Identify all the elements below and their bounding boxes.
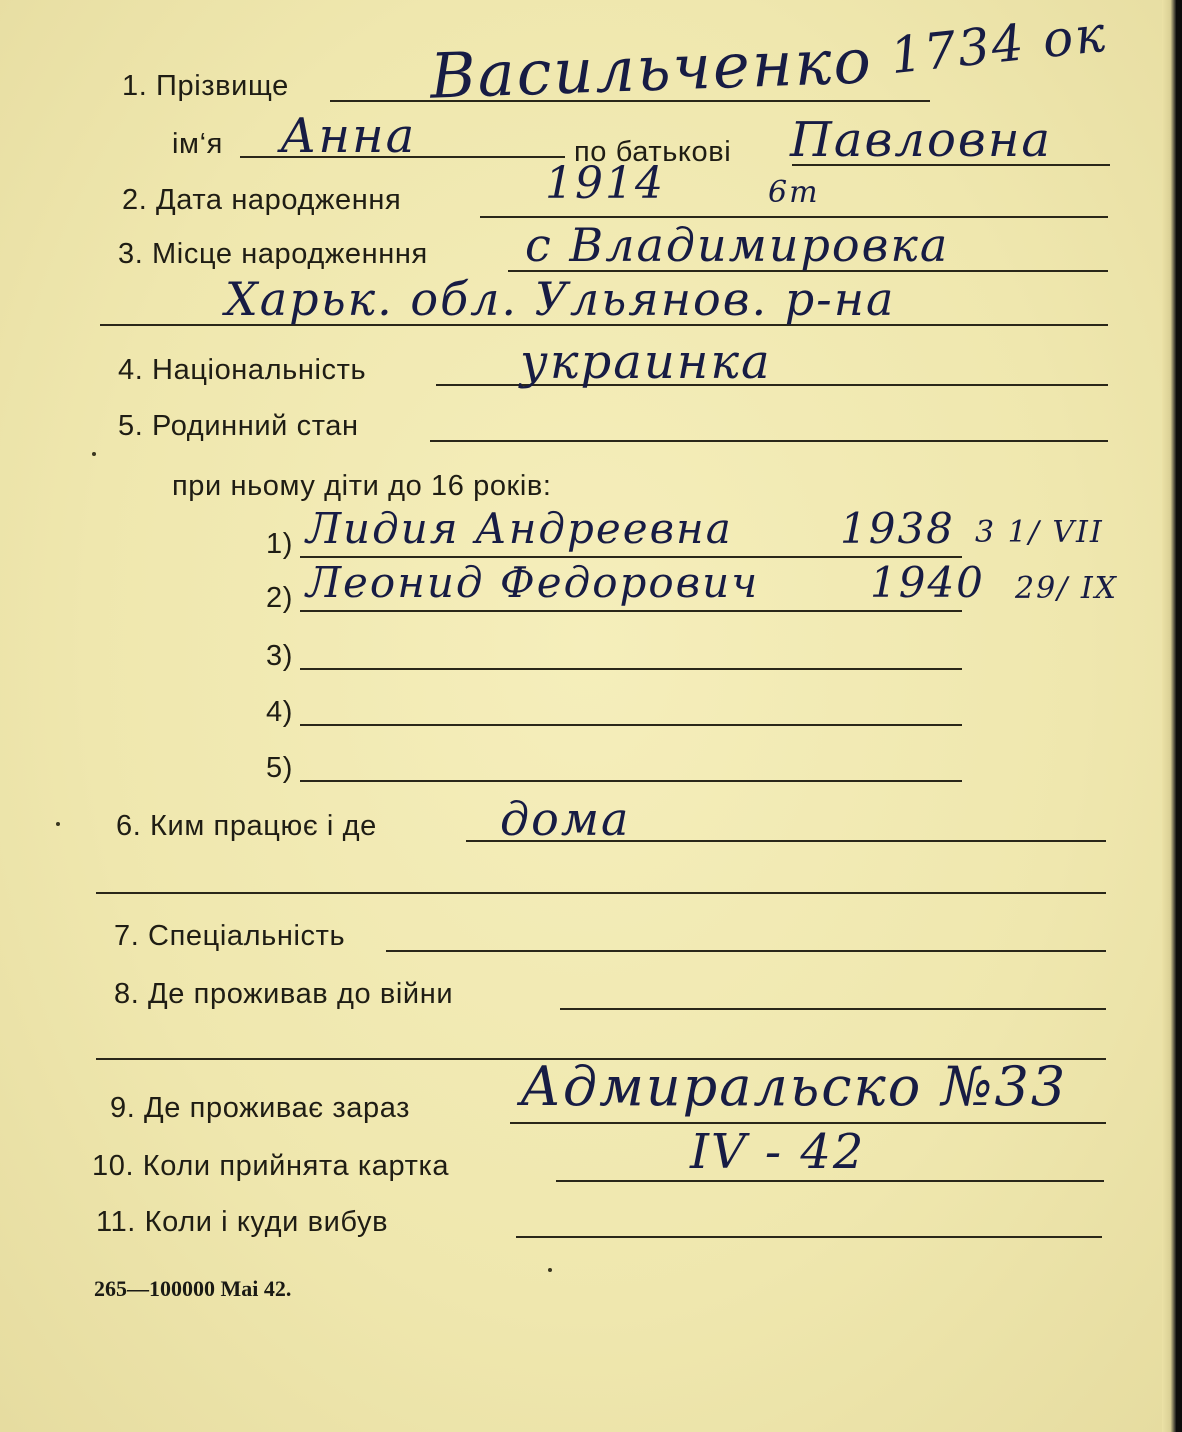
- card-edge: [1162, 0, 1176, 1432]
- child-5-number: 5): [266, 752, 293, 784]
- surname-label: 1. Прізвище: [122, 70, 289, 102]
- child-1-year: 1938: [840, 504, 955, 553]
- birthplace-value-2: Харьк. обл. Ульянов. р-на: [225, 272, 896, 326]
- birthplace-label: 3. Місце народженння: [118, 238, 428, 270]
- child-3-number: 3): [266, 640, 293, 672]
- card-accepted-value: IV - 42: [690, 1124, 866, 1180]
- departure-label: 11. Коли і куди вибув: [96, 1206, 389, 1238]
- birth-year-suffix: 6т: [768, 175, 820, 210]
- specialty-line: [386, 950, 1106, 952]
- child-2-number: 2): [266, 582, 293, 614]
- child-4-number: 4): [266, 696, 293, 728]
- patronymic-value: Павловна: [790, 112, 1053, 168]
- child-2-note: 29/ IX: [1015, 571, 1119, 606]
- nationality-value: украинка: [520, 334, 772, 390]
- occupation-value: дома: [500, 792, 631, 846]
- paper-speck: [548, 1268, 552, 1272]
- departure-line: [516, 1236, 1102, 1238]
- card-accepted-line: [556, 1180, 1104, 1182]
- children-label: при ньому діти до 16 років:: [172, 470, 552, 502]
- specialty-label: 7. Спеціальність: [114, 920, 346, 952]
- surname-value: Васильченко: [428, 24, 874, 113]
- child-2-name: Леонид Федорович: [306, 558, 760, 607]
- child-1-note: 3 1/ VII: [975, 515, 1104, 550]
- patronymic-label: по батькові: [574, 136, 732, 168]
- marital-status-label: 5. Родинний стан: [118, 410, 359, 442]
- birth-date-label: 2. Дата народження: [122, 184, 402, 216]
- card-accepted-label: 10. Коли прийнята картка: [92, 1150, 450, 1182]
- occupation-line-2: [96, 892, 1106, 894]
- paper-speck: [92, 452, 96, 456]
- marital-status-line: [430, 440, 1108, 442]
- child-2-line: [300, 610, 962, 612]
- first-name-label: ім‘я: [172, 128, 223, 160]
- prewar-residence-label: 8. Де проживав до війни: [114, 978, 454, 1010]
- birthplace-value-1: с Владимировка: [525, 218, 950, 272]
- prewar-residence-line-1: [560, 1008, 1106, 1010]
- occupation-label: 6. Ким працює і де: [116, 810, 377, 842]
- child-1-name: Лидия Андреевна: [306, 504, 733, 553]
- child-1-number: 1): [266, 528, 293, 560]
- current-residence-value: Адмиральско №33: [520, 1055, 1068, 1118]
- child-3-line: [300, 668, 962, 670]
- nationality-label: 4. Національність: [118, 354, 367, 386]
- child-5-line: [300, 780, 962, 782]
- child-4-line: [300, 724, 962, 726]
- paper-speck: [56, 822, 60, 826]
- print-code: 265—100000 Mai 42.: [94, 1276, 292, 1301]
- birth-year-value: 1914: [545, 158, 665, 209]
- child-2-year: 1940: [870, 558, 985, 607]
- card-number: 1734 ок: [887, 4, 1110, 86]
- first-name-value: Анна: [280, 108, 417, 164]
- current-residence-label: 9. Де проживає зараз: [110, 1092, 411, 1124]
